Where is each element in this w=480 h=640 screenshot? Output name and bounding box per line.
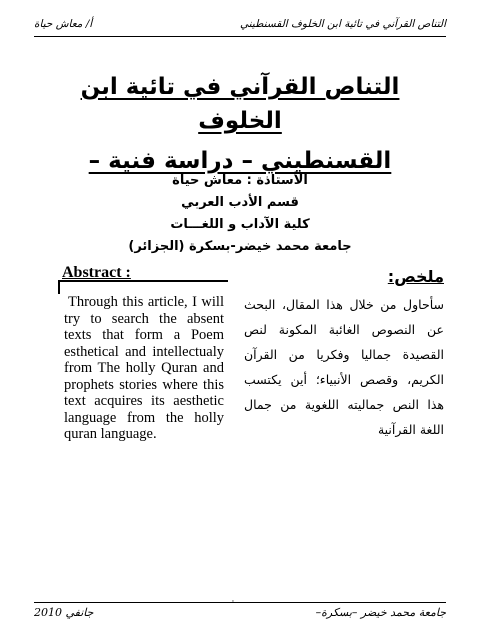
abstract-frame-side bbox=[58, 280, 60, 294]
header-rule bbox=[34, 36, 446, 37]
author-name: الأستاذة : معاش حياة bbox=[172, 173, 308, 188]
abstract-ar-heading: ملخص: bbox=[387, 267, 444, 286]
author-faculty: كلية الآداب و اللغـــات bbox=[170, 217, 310, 232]
footer-date: جانفي 2010 bbox=[34, 606, 94, 619]
abstract-en-text: Through this article, I will try to search the absent texts that form a Poem esthetical and intellectualy from The holly Quran and prophets stories where this text acquires its aesthetic language from the holly quran language. bbox=[64, 294, 224, 442]
author-university: جامعة محمد خيضر-بسكرة (الجزائر) bbox=[128, 239, 352, 254]
article-title bbox=[40, 70, 440, 178]
running-header bbox=[34, 18, 446, 36]
footer-university: جامعة محمد خيضر –بسكرة– bbox=[315, 606, 446, 619]
abstract-en-heading: Abstract : bbox=[62, 264, 131, 281]
running-header-title: التناص القرآني في تائية ابن الخلوف القسنطيني bbox=[240, 18, 446, 30]
footer-center-mark: ' bbox=[232, 599, 234, 607]
title-line-2: القسنطيني – دراسة فنية – bbox=[88, 148, 392, 174]
author-block bbox=[100, 170, 380, 258]
footer-rule bbox=[34, 602, 446, 603]
title-line-1: التناص القرآني في تائية ابن الخلوف bbox=[80, 74, 400, 134]
author-department: قسم الأدب العربي bbox=[181, 195, 299, 210]
abstract-ar-text: سأحاول من خلال هذا المقال، البحث عن النصوص الغائبة المكونة لنص القصيدة جماليا وفكريا من القرآن الكريم، وقصص الأنبياء؛ أين يكتسب هذا النص جماليته اللغوية من جمال اللغة القرآنية bbox=[244, 297, 444, 437]
running-header-author: أ/ معاش حياة bbox=[34, 18, 93, 30]
